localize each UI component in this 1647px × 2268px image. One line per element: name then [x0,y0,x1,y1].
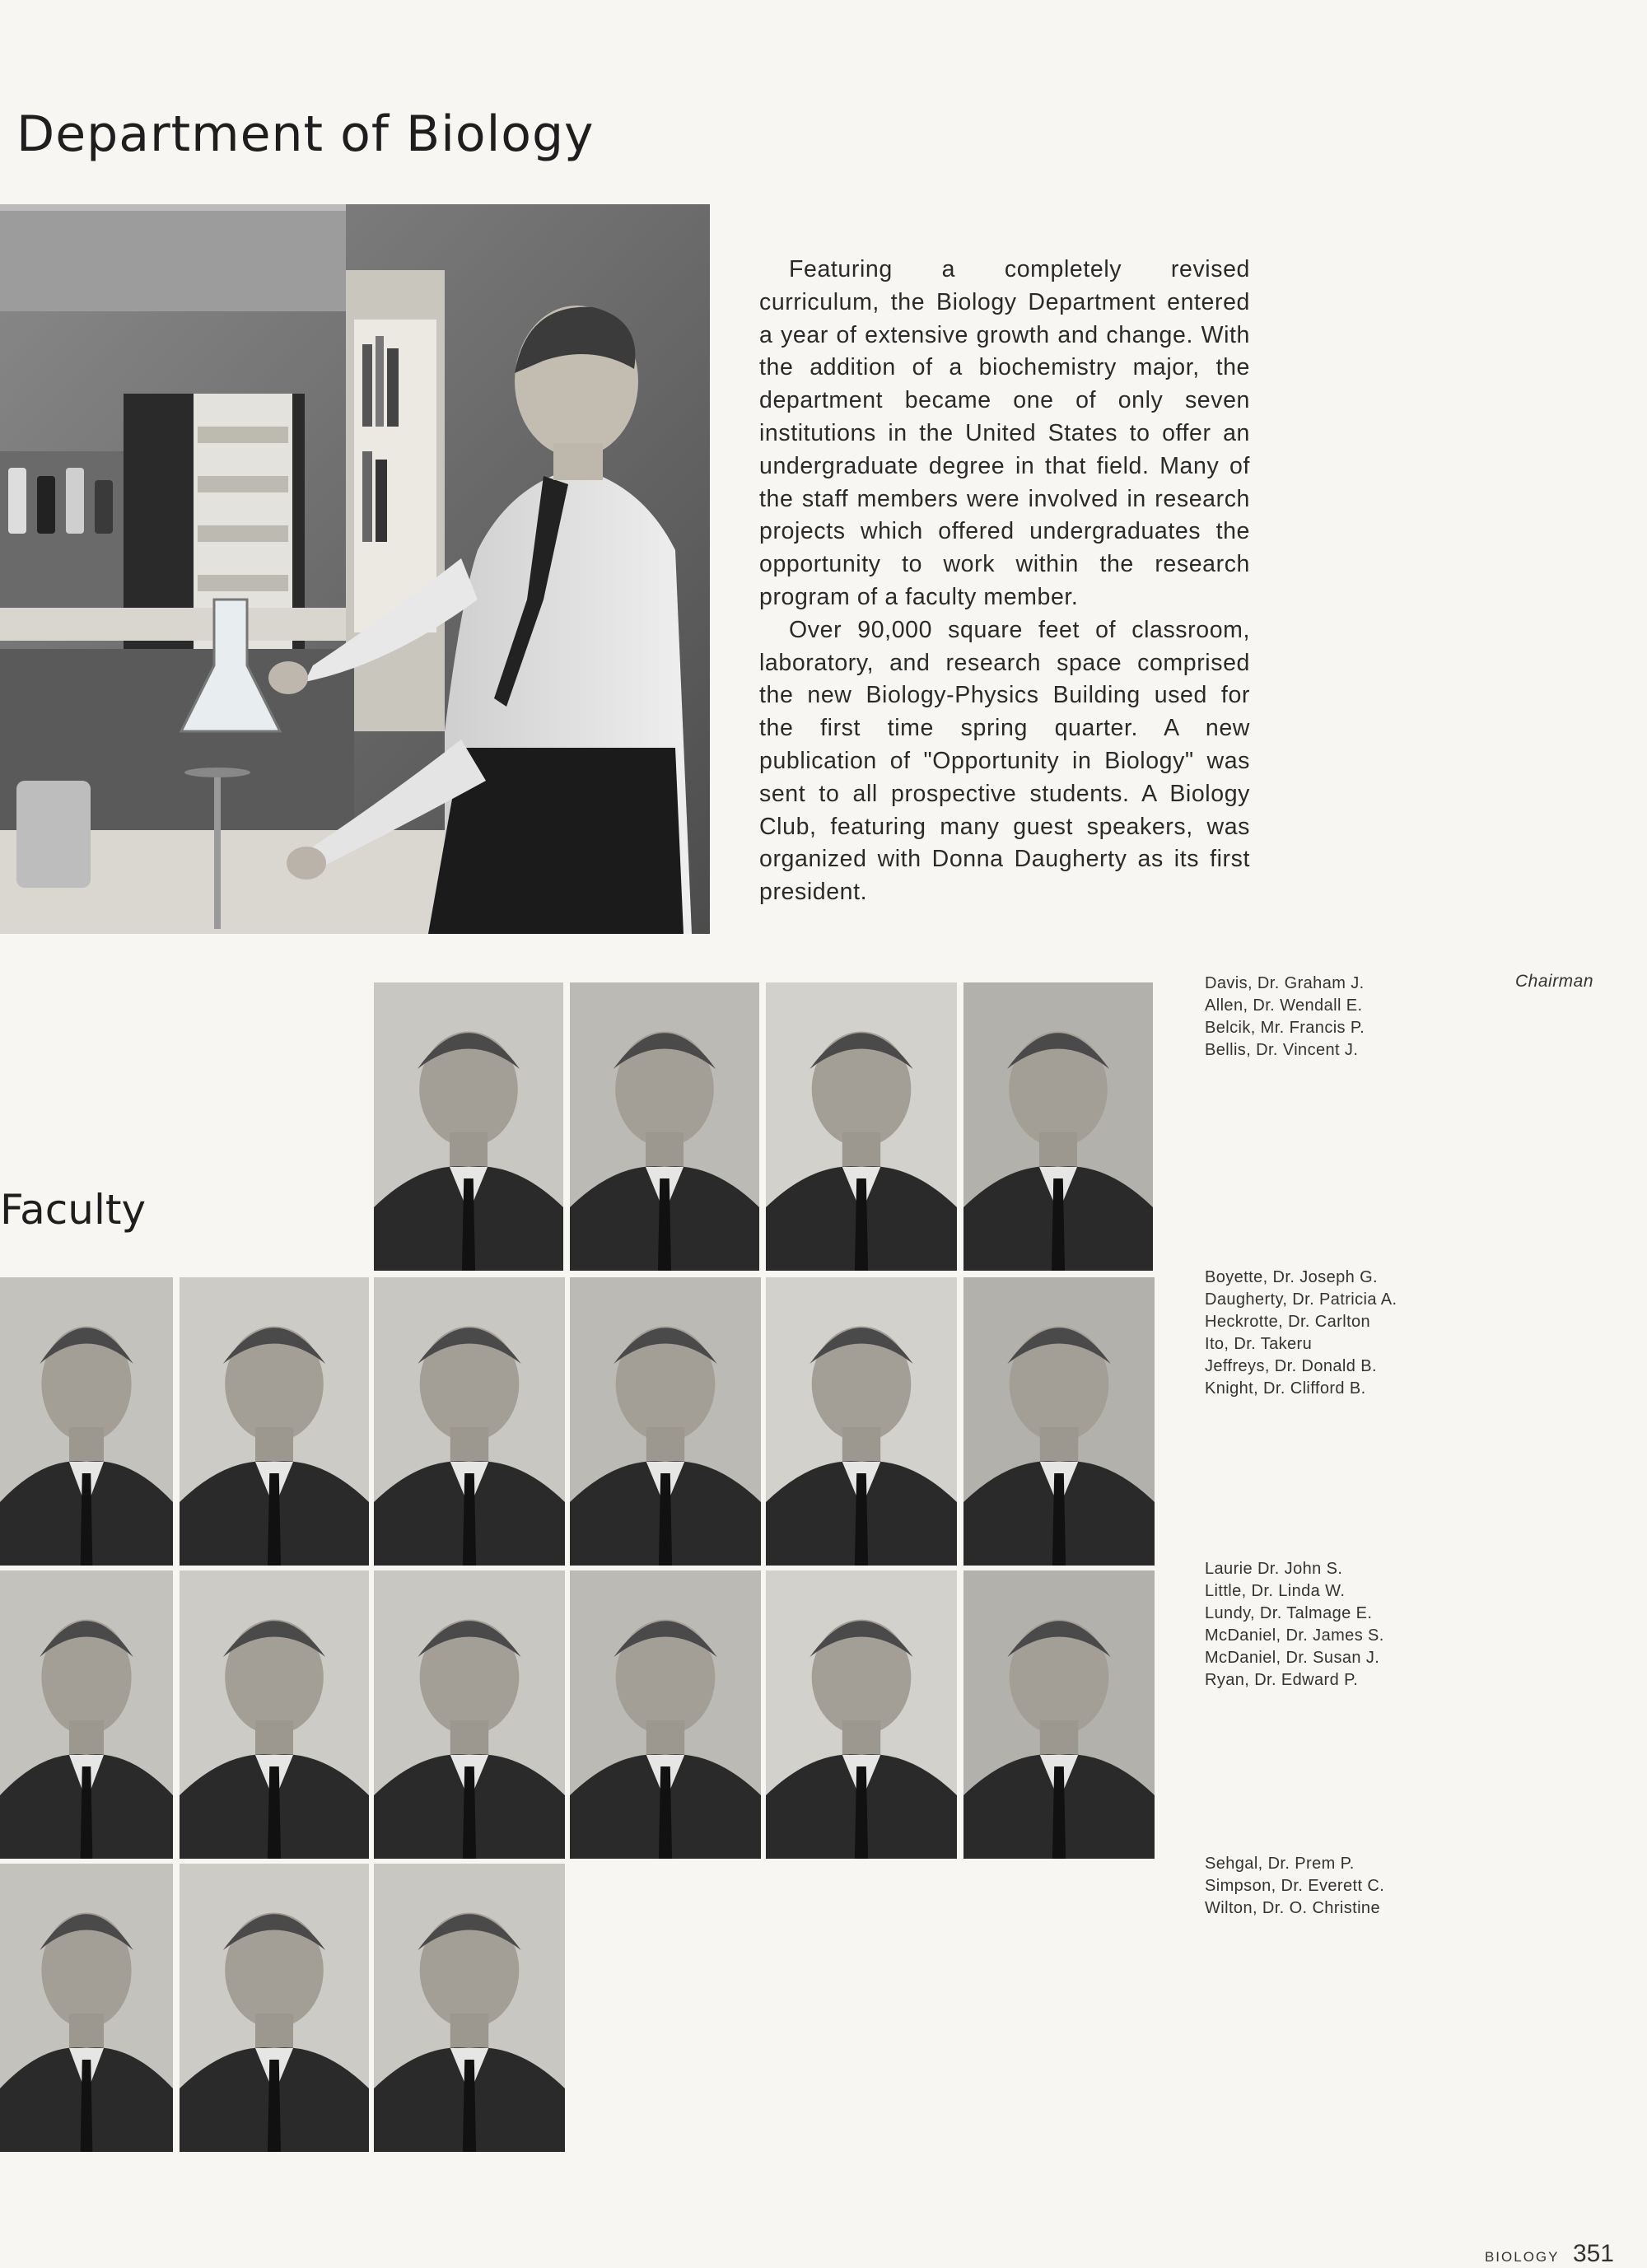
faculty-names-group-4 [1205,1853,1384,1920]
faculty-portrait-photo [0,1277,173,1566]
faculty-name: Boyette, Dr. Joseph G. [1205,1268,1379,1286]
faculty-names-group-2 [1205,1267,1397,1400]
article-text [759,254,1250,909]
faculty-name: Ryan, Dr. Edward P. [1205,1671,1359,1689]
faculty-heading: Faculty [0,1186,147,1234]
faculty-name: Simpson, Dr. Everett C. [1205,1877,1385,1895]
faculty-name: Laurie Dr. John S. [1205,1560,1343,1578]
faculty-portrait-photo [766,982,957,1271]
faculty-names-group-3 [1205,1558,1384,1692]
faculty-portrait-photo [963,982,1153,1271]
page-footer [1485,2240,1614,2268]
faculty-portrait-photo [374,1570,565,1859]
faculty-name: Daugherty, Dr. Patricia A. [1205,1290,1397,1309]
faculty-portrait-photo [570,1570,761,1859]
faculty-portrait-photo [963,1277,1155,1566]
faculty-portrait-photo [374,1277,565,1566]
page-title: Department of Biology [16,105,595,163]
faculty-name: Wilton, Dr. O. Christine [1205,1899,1380,1917]
faculty-portrait-photo [0,1570,173,1859]
scientist-in-laboratory-photo [0,204,710,934]
faculty-name: Lundy, Dr. Talmage E. [1205,1604,1373,1622]
faculty-portrait-photo [180,1570,369,1859]
faculty-name: Davis, Dr. Graham J. [1205,974,1365,992]
faculty-portrait-photo [766,1277,957,1566]
faculty-name: Sehgal, Dr. Prem P. [1205,1855,1355,1873]
faculty-name: Little, Dr. Linda W. [1205,1582,1346,1600]
faculty-name: Bellis, Dr. Vincent J. [1205,1041,1359,1059]
faculty-name: McDaniel, Dr. James S. [1205,1626,1384,1645]
chairman-label: Chairman [1515,972,1594,991]
paragraph-1: Featuring a completely revised curriculum, the Biology Department entered a year of extensive growth and change. With the addition of a biochemistry major, the department became one of only seven institutions in the United States to offer an undergraduate degree in that field. Many of the staff members were involved in research projects which offered undergraduates the opportunity to work within the research program of a faculty member. [759,256,1250,610]
page-number: 351 [1572,2240,1614,2267]
faculty-portrait-photo [374,982,563,1271]
faculty-names-group-1 [1205,973,1365,1062]
faculty-portrait-photo [766,1570,957,1859]
faculty-name: Knight, Dr. Clifford B. [1205,1379,1366,1398]
faculty-portrait-photo [180,1277,369,1566]
faculty-name: Heckrotte, Dr. Carlton [1205,1313,1371,1331]
faculty-portrait-photo [963,1570,1155,1859]
paragraph-2: Over 90,000 square feet of classroom, laboratory, and research space comprised the new Biology-Physics Building used for the first time spring quarter. A new publication of "Opportunity in Biology" was sent to all prospective students. A Biology Club, featuring many guest speakers, was organized with Donna Daugherty as its first president. [759,616,1250,906]
footer-section: BIOLOGY [1484,2249,1560,2265]
faculty-portrait-photo [570,982,759,1271]
faculty-name: McDaniel, Dr. Susan J. [1205,1649,1380,1667]
faculty-name: Jeffreys, Dr. Donald B. [1205,1357,1377,1375]
faculty-portrait-photo [180,1864,369,2152]
faculty-portrait-photo [570,1277,761,1566]
faculty-name: Belcik, Mr. Francis P. [1205,1019,1365,1037]
faculty-name: Ito, Dr. Takeru [1205,1335,1313,1353]
faculty-portrait-photo [374,1864,565,2152]
faculty-name: Allen, Dr. Wendall E. [1205,996,1363,1015]
faculty-portrait-photo [0,1864,173,2152]
